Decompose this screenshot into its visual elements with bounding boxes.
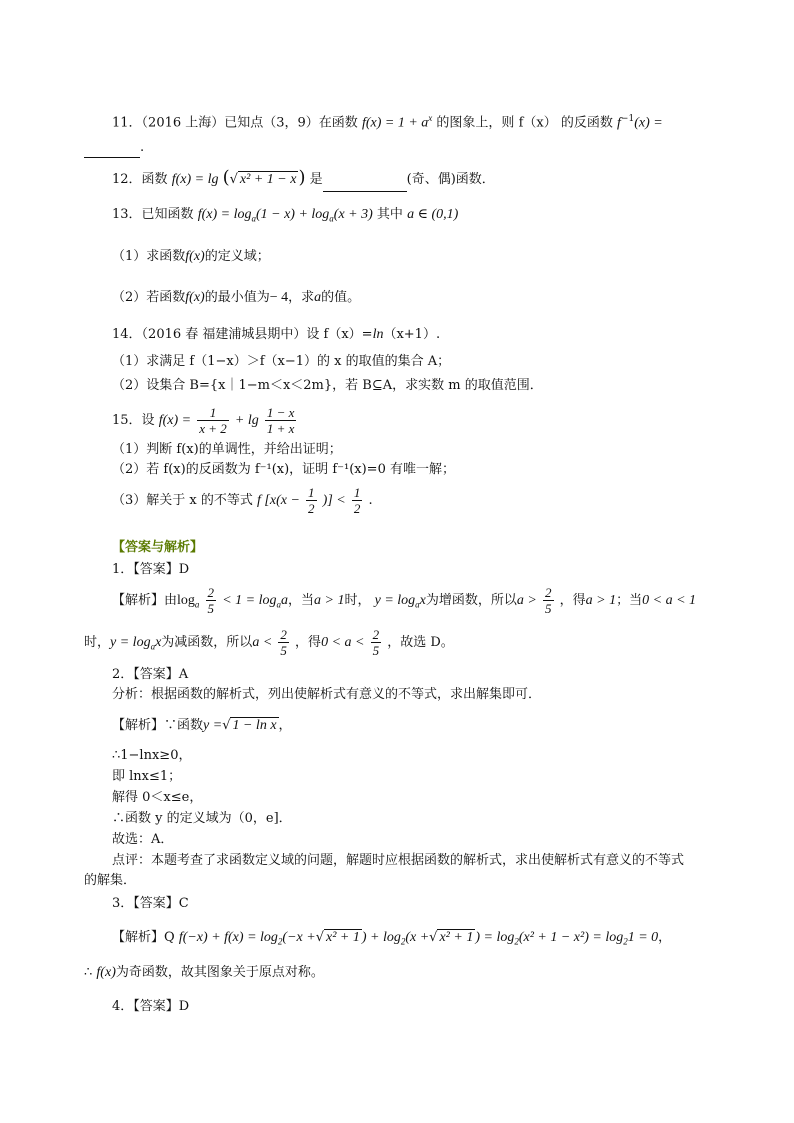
solution-1-line-2: 时，$y = \log_ax$为减函数，所以a < $\frac{2}{5}$ ，得0 < a < $\frac{2}{5}$ ，故选 D。 — [84, 627, 454, 658]
question-15-part-1: （1）判断 f(x)的单调性，并给出证明； — [112, 442, 342, 457]
question-14: 14．（2016 春 福建浦城县期中）设 f（x）=ln（x+1）. — [112, 327, 441, 342]
answer-1: 1．【答案】D — [112, 562, 190, 577]
answers-heading: 【答案与解析】 — [112, 540, 204, 555]
question-14-part-2: （2）设集合 B={x｜1−m＜x＜2m}，若 B⊆A，求实数 m 的取值范围． — [112, 378, 543, 393]
fraction: $\frac{1}{x + 2}$ — [199, 405, 227, 436]
question-15-part-3: （3）解关于 x 的不等式 f [x(x − $\frac{1}{2}$ )] < $\frac{1}{2}$ . — [112, 485, 373, 516]
question-13-part-1: （1）求函数f(x)的定义域； — [112, 249, 270, 264]
answer-blank[interactable] — [84, 141, 140, 158]
question-13: 13．已知函数 $f(x) = \log_a(1 - x) + \log_a(x + 3)$ 其中 a ∈ (0,1) — [112, 207, 459, 224]
fraction: $\frac{1}{2}$ — [353, 485, 361, 516]
question-13-part-2: （2）若函数f(x)的最小值为− 4，求a的值。 — [112, 290, 361, 305]
solution-2-line-1: 【解析】∵函数y =√ 1 − ln x ， — [112, 718, 292, 733]
question-15-part-2: （2）若 f(x)的反函数为 f⁻¹(x)，证明 f⁻¹(x)=0 有唯一解； — [112, 462, 455, 477]
comment-2: 点评：本题考查了求函数定义域的问题，解题时应根据函数的解析式，求出使解析式有意义的不等式 — [112, 853, 685, 868]
analysis-2: 分析：根据函数的解析式，列出使解析式有意义的不等式，求出解集即可． — [112, 687, 542, 702]
comment-2-cont: 的解集． — [84, 873, 137, 888]
answer-2: 2．【答案】A — [112, 667, 189, 682]
answer-3: 3．【答案】C — [112, 896, 189, 911]
fraction: $\frac{2}{5}$ — [545, 585, 552, 616]
fraction: $\frac{1 - x}{1 + x}$ — [266, 405, 295, 436]
question-11: 11．（2016 上海）已知点（3，9）在函数 $f(x) = 1 + a^x$ 的图象上，则 f（x） 的反函数 $f^{-1}(x)$ = — [112, 113, 663, 131]
answer-4: 4．【答案】D — [112, 999, 190, 1014]
solution-2-line-2: ∴1−lnx≥0， — [112, 748, 192, 763]
fraction: $\frac{2}{5}$ — [207, 585, 215, 616]
question-12: 12．函数 f(x) = lg (√ x² + 1 − x ) 是 (奇、偶)函数． — [112, 166, 495, 192]
fraction: $\frac{2}{5}$ — [372, 627, 380, 658]
fraction: $\frac{2}{5}$ — [280, 627, 287, 658]
solution-3-line-1: 【解析】Q $f(-x) + f(x) = \log_2(-x$ +√ x² + 1 ) + $\log_2(x$ +√ x² + 1 ) = $\log_2(x^2 + 1 - x^2) = \log_21 = 0$， — [112, 930, 672, 947]
solution-2-line-5: ∴函数 y 的定义域为（0，e]． — [112, 811, 292, 826]
question-14-part-1: （1）求满足 f（1−x）＞f（x−1）的 x 的取值的集合 A； — [112, 354, 451, 369]
solution-1-line-1: 【解析】由$\log_a$ $\frac{2}{5}$ < $1 = \log_aa$，当a > 1时， $y = \log_ax$为增函数，所以a > $\frac{2}{5}$ ，得a > 1；当0 < a < 1 — [112, 585, 697, 616]
answer-blank[interactable] — [323, 175, 407, 192]
question-15: 15．设 f(x) = $\frac{1}{x + 2}$ + lg $\frac{1 - x}{1 + x}$ — [112, 405, 295, 436]
question-11-blank: . — [84, 138, 144, 158]
solution-3-line-2: ∴ f(x)为奇函数，故其图象关于原点对称。 — [84, 965, 324, 980]
solution-2-line-4: 解得 0＜x≤e， — [112, 790, 203, 805]
fraction: $\frac{1}{2}$ — [308, 485, 315, 516]
solution-2-line-3: 即 lnx≤1； — [112, 769, 182, 784]
solution-2-line-6: 故选：A． — [112, 832, 174, 847]
